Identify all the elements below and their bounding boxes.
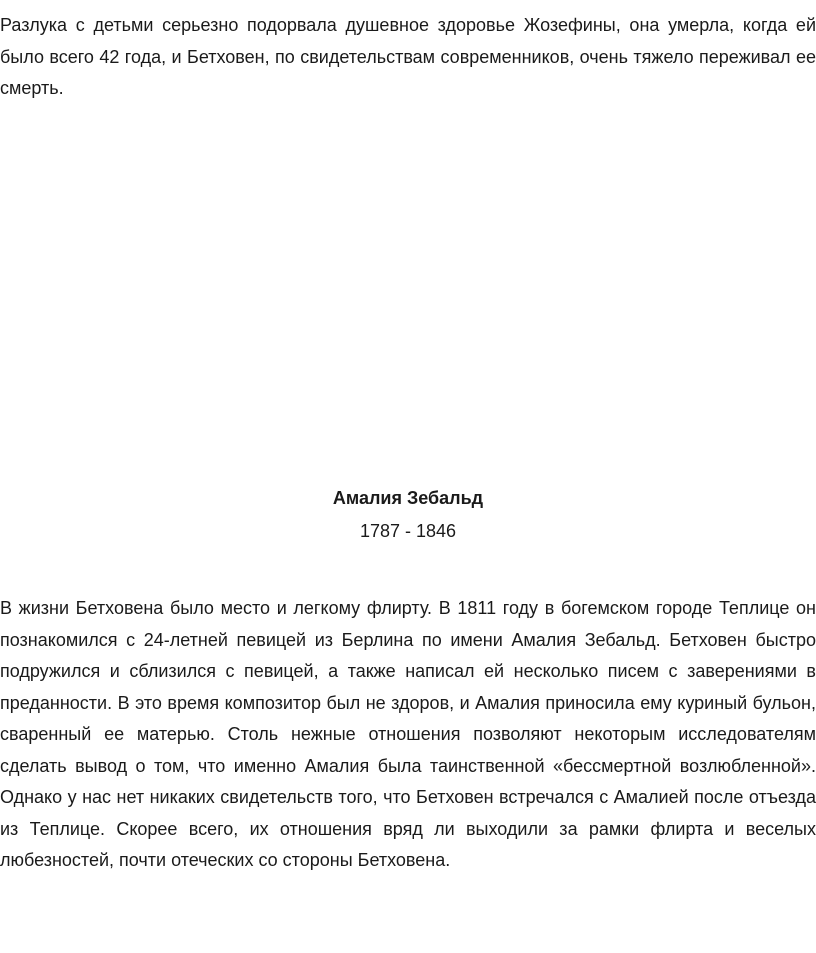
portrait-caption-years: 1787 - 1846 [359, 521, 457, 541]
portrait-caption-name: Амалия Зебальд [332, 488, 484, 508]
paragraph-josephine-death: Разлука с детьми серьезно подорвала душевное здоровье Жозефины, она умерла, когда ей было всего 42 года, и Бетховен, по свидетельствам современников, очень тяжело переживал ее смерть. [0, 15, 816, 98]
paragraph-amalie-sebald: В жизни Бетховена было место и легкому флирту. В 1811 году в богемском городе Теплице он познакомился с 24-летней певицей из Берлина по имени Амалия Зебальд. Бетховен быстро подружился и сблизился с певицей, а также написал ей несколько писем с заверениями в преданности. В это время композитор был не здоров, и Амалия приносила ему куриный бульон, сваренный ее матерью. Столь нежные отношения позволяют некоторым исследователям сделать вывод о том, что именно Амалия была таинственной «бессмертной возлюбленной». Однако у нас нет никаких свидетельств того, что Бетховен встречался с Амалией после отъезда из Теплице. Скорее всего, их отношения вряд ли выходили за рамки флирта и веселых любезностей, почти отеческих со стороны Бетховена. [0, 598, 816, 870]
